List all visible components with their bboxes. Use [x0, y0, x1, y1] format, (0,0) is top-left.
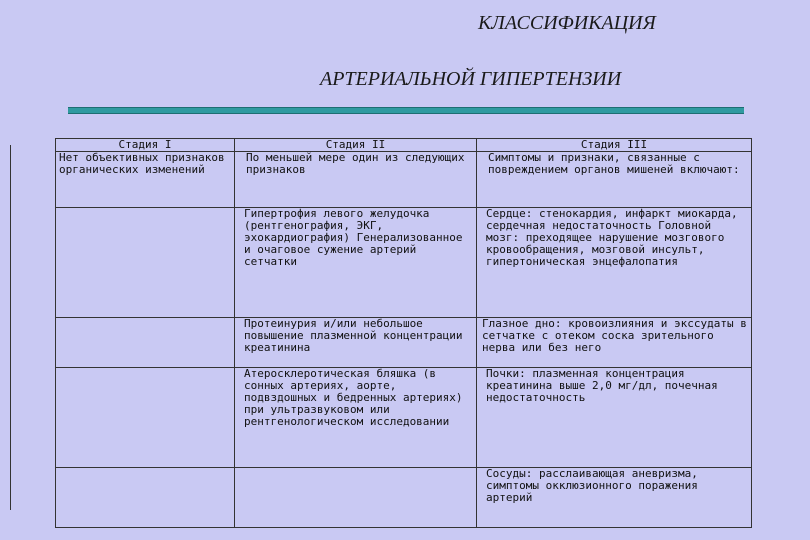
cell-stage-1: [56, 318, 235, 368]
cell-stage-3: [477, 468, 752, 528]
cell-text: Глазное дно: кровоизлияния и экссудаты в сетчатке с отеком соска зрительного нерва или без него: [482, 317, 754, 354]
cell-text: Гипертрофия левого желудочка (рентгенография, ЭКГ, эхокардиография) Генерализованное и очаговое сужение артерий сетчатки: [244, 207, 470, 268]
cell-stage-2: [235, 152, 477, 208]
cell-text: Сосуды: расслаивающая аневризма, симптомы окклюзионного поражения артерий: [486, 467, 705, 504]
cell-text: Нет объективных признаков органических изменений: [59, 151, 232, 176]
cell-text: Протеинурия и/или небольшое повышение плазменной концентрации креатинина: [244, 317, 470, 354]
title-line-1: КЛАССИФИКАЦИЯ: [478, 12, 656, 34]
left-margin-line: [10, 145, 11, 510]
accent-bar: [68, 107, 744, 114]
table-row: [56, 468, 752, 528]
cell-text: Почки: плазменная концентрация креатинина выше 2,0 мг/дл, почечная недостаточность: [486, 367, 725, 404]
classification-table-container: [55, 138, 752, 522]
header-stage-3: Стадия III: [477, 139, 752, 152]
cell-text: Симптомы и признаки, связанные с повреждением органов мишеней включают:: [488, 151, 740, 176]
cell-stage-2: [235, 208, 477, 318]
header-stage-2: Стадия II: [235, 139, 477, 152]
cell-stage-2: [235, 368, 477, 468]
title-line-2: АРТЕРИАЛЬНОЙ ГИПЕРТЕНЗИИ: [320, 68, 622, 90]
cell-stage-3: [477, 208, 752, 318]
table-row: [56, 208, 752, 318]
table-header-row: [56, 139, 752, 152]
cell-stage-2: [235, 318, 477, 368]
cell-stage-1: [56, 208, 235, 318]
cell-stage-1: [56, 152, 235, 208]
cell-stage-1: [56, 368, 235, 468]
cell-text: По меньшей мере один из следующих признаков: [246, 151, 472, 176]
cell-stage-1: [56, 468, 235, 528]
table-row: [56, 368, 752, 468]
cell-stage-3: [477, 152, 752, 208]
classification-table: [55, 138, 752, 528]
table-row: [56, 152, 752, 208]
cell-text: Сердце: стенокардия, инфаркт миокарда, сердечная недостаточность Головной мозг: преходящее нарушение мозгового кровообращения, мозговой инсульт, гипертоническая энцефалопатия: [486, 207, 745, 268]
header-stage-1: Стадия I: [56, 139, 235, 152]
table-row: [56, 318, 752, 368]
cell-text: Атеросклеротическая бляшка (в сонных артериях, аорте, подвздошных и бедренных артериях) при ультразвуковом или рентгенологическом исследовании: [244, 367, 470, 428]
cell-stage-2: [235, 468, 477, 528]
cell-stage-3: [477, 318, 752, 368]
cell-stage-3: [477, 368, 752, 468]
